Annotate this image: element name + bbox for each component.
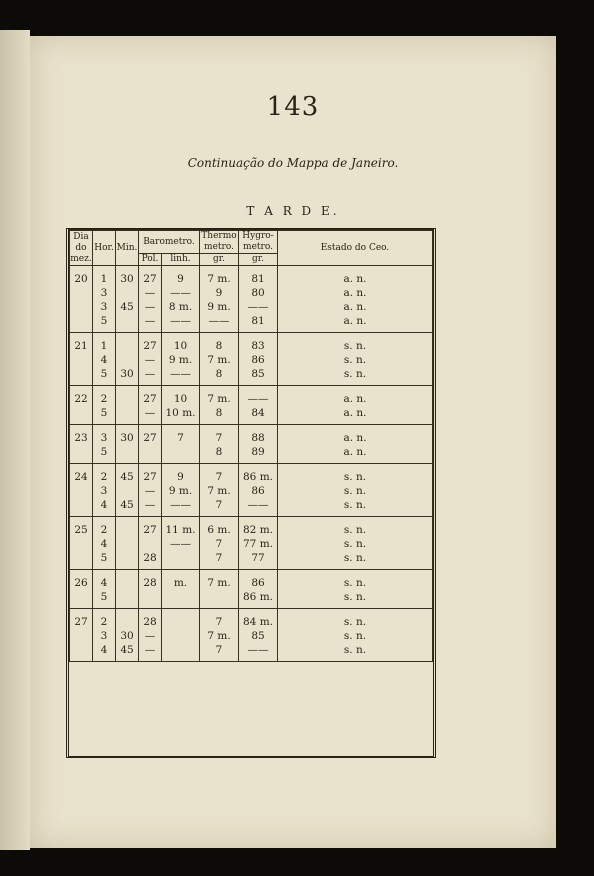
hygro-value: 83 [251,340,265,352]
cell-estado [278,333,433,386]
estado-value: s. n. [343,354,367,366]
linh-value [162,551,199,565]
cell-dia [70,517,93,570]
col-min: Min. [116,231,139,266]
book-page [30,36,556,848]
therm-value: 7 [215,538,223,550]
cell-linh [162,333,200,386]
pol-value: — [144,485,156,497]
hor-value: 4 [100,577,108,589]
cell-therm [200,266,239,333]
hygro-value: 80 [251,287,265,299]
pol-value [139,445,161,459]
min-value: 30 [120,273,134,285]
estado-value: a. n. [343,432,367,444]
pol-value [139,537,161,551]
pol-value: — [144,499,156,511]
linh-value [162,643,199,657]
hor-value: 5 [100,446,108,458]
table-row [70,517,433,570]
therm-value: 7 [215,552,223,564]
hor-value: 3 [100,630,108,642]
cell-estado [278,266,433,333]
col-hygrometro: Hygro-metro. [239,231,278,254]
cell-min [116,464,139,517]
book-spine [0,30,30,850]
cell-linh [162,517,200,570]
estado-value: s. n. [343,499,367,511]
day-value: 21 [74,340,88,352]
therm-value: 8 [215,340,223,352]
linh-value [162,615,199,629]
pol-value: — [144,287,156,299]
weather-table-frame [66,228,436,758]
estado-value: s. n. [343,524,367,536]
cell-hygro [239,609,278,662]
pol-value: — [144,301,156,313]
cell-min [116,517,139,570]
pol-value [139,590,161,604]
hygro-value: 85 [251,630,265,642]
estado-value: a. n. [343,315,367,327]
cell-hygro [239,386,278,425]
min-value: 30 [120,368,134,380]
cell-therm [200,333,239,386]
col-barometro: Barometro. [139,231,200,254]
therm-value: 9 m. [207,301,231,313]
table-row [70,425,433,464]
cell-hygro [239,517,278,570]
estado-value: s. n. [343,340,367,352]
table-row [70,333,433,386]
hor-value: 3 [100,485,108,497]
linh-value: 8 m. [168,301,193,313]
cell-min [116,570,139,609]
cell-linh [162,266,200,333]
cell-hor [93,266,116,333]
cell-hygro [239,333,278,386]
table-body [70,266,433,662]
linh-value: 9 [177,273,184,285]
linh-value: —— [170,499,191,511]
hygro-value: 82 m. [243,524,273,536]
linh-value [162,629,199,643]
col-thermo-gr: gr. [200,254,239,266]
min-value: 30 [120,630,134,642]
hygro-value: 86 [251,485,265,497]
linh-value: 9 m. [168,485,193,497]
pol-value: 27 [143,432,157,444]
cell-dia [70,266,93,333]
pol-value: — [144,644,156,656]
estado-value: s. n. [343,591,367,603]
estado-value: a. n. [343,287,367,299]
min-value: 30 [120,432,134,444]
min-value [116,392,138,406]
therm-value: 7 [215,499,223,511]
therm-value: 6 m. [207,524,231,536]
estado-value: a. n. [343,407,367,419]
linh-value: —— [170,368,191,380]
linh-value: 10 m. [165,407,196,419]
cell-therm [200,517,239,570]
min-value [116,576,138,590]
hygro-value: 84 m. [243,616,273,628]
min-value: 45 [120,644,134,656]
linh-value: 11 m. [165,524,196,536]
min-value: 45 [120,301,134,313]
cell-dia [70,570,93,609]
hygro-value: 88 [251,432,265,444]
linh-value: 10 [173,393,188,405]
hygro-value: 86 [251,354,265,366]
table-row [70,266,433,333]
estado-value: a. n. [343,393,367,405]
cell-estado [278,386,433,425]
cell-pol [139,425,162,464]
hygro-value: 77 m. [243,538,273,550]
estado-value: a. n. [343,273,367,285]
cell-min [116,425,139,464]
hor-value: 4 [100,644,108,656]
hor-value: 2 [100,393,108,405]
therm-value: 8 [215,407,223,419]
section-heading: T A R D E. [246,204,340,218]
min-value [116,484,138,498]
therm-value: 7 m. [207,354,231,366]
pol-value: — [144,368,156,380]
linh-value: 9 [177,471,184,483]
hygro-value: —— [247,499,269,511]
cell-linh [162,464,200,517]
hygro-value: —— [247,393,269,405]
linh-value: 7 [177,432,184,444]
hor-value: 5 [100,591,108,603]
pol-value: 28 [143,552,157,564]
table-row [70,464,433,517]
cell-pol [139,609,162,662]
cell-hor [93,609,116,662]
linh-value: —— [170,287,191,299]
cell-estado [278,517,433,570]
pol-value: 27 [143,273,157,285]
hor-value: 4 [100,538,108,550]
cell-min [116,386,139,425]
hor-value: 4 [100,499,108,511]
cell-min [116,333,139,386]
estado-value: s. n. [343,552,367,564]
hygro-value: 86 m. [243,591,273,603]
therm-value: 8 [215,446,223,458]
col-linh: linh. [162,254,200,266]
pol-value: 27 [143,340,157,352]
estado-value: a. n. [343,446,367,458]
day-value: 24 [74,471,88,483]
therm-value: 7 [215,471,223,483]
cell-therm [200,464,239,517]
cell-estado [278,425,433,464]
cell-hygro [239,464,278,517]
therm-value [200,590,238,604]
pol-value: 28 [143,616,157,628]
cell-dia [70,609,93,662]
hor-value: 3 [100,287,108,299]
pol-value: — [144,354,156,366]
min-value [116,590,138,604]
hygro-value: 81 [251,273,265,285]
cell-hygro [239,266,278,333]
min-value: 45 [120,499,134,511]
cell-therm [200,609,239,662]
min-value [116,551,138,565]
cell-linh [162,425,200,464]
pol-value: 27 [143,393,157,405]
min-value [116,286,138,300]
cell-hor [93,333,116,386]
hor-value: 4 [100,354,108,366]
cell-pol [139,517,162,570]
hygro-value: 81 [251,315,265,327]
estado-value: s. n. [343,471,367,483]
hygro-value: 77 [251,552,265,564]
hor-value: 2 [100,471,108,483]
table-row [70,386,433,425]
linh-value: —— [170,538,191,550]
day-value: 25 [74,524,88,536]
hygro-value: 85 [251,368,265,380]
cell-therm [200,425,239,464]
linh-value [162,590,199,604]
pol-value: 28 [143,577,157,589]
estado-value: s. n. [343,630,367,642]
cell-therm [200,570,239,609]
therm-value: 7 m. [207,577,231,589]
col-thermometro: Thermo metro. [201,231,237,252]
cell-hor [93,425,116,464]
cell-min [116,609,139,662]
min-value [116,445,138,459]
hor-value: 1 [100,273,108,285]
cell-dia [70,464,93,517]
cell-hor [93,464,116,517]
min-value [116,314,138,328]
pol-value: — [144,407,156,419]
linh-value [162,445,199,459]
hor-value: 5 [100,552,108,564]
day-value: 20 [74,273,88,285]
min-value [116,523,138,537]
hygro-value: 86 m. [243,471,273,483]
cell-linh [162,609,200,662]
hor-value: 2 [100,616,108,628]
therm-value: 7 m. [207,393,231,405]
cell-linh [162,386,200,425]
min-value [116,615,138,629]
therm-value: 7 m. [207,273,231,285]
cell-dia [70,425,93,464]
cell-therm [200,386,239,425]
min-value [116,339,138,353]
estado-value: s. n. [343,644,367,656]
estado-value: s. n. [343,577,367,589]
linh-value: 9 m. [168,354,193,366]
day-value: 26 [74,577,88,589]
cell-hor [93,386,116,425]
cell-hor [93,517,116,570]
cell-hygro [239,570,278,609]
cell-min [116,266,139,333]
col-dia: Dia do mez. [70,231,92,264]
estado-value: s. n. [343,616,367,628]
linh-value: m. [173,577,188,589]
col-estado: Estado do Ceo. [278,231,433,266]
therm-value: —— [208,315,230,327]
cell-dia [70,386,93,425]
therm-value: 7 [215,644,223,656]
col-hygro-gr: gr. [239,254,278,266]
hygro-value: —— [247,301,269,313]
day-value: 22 [74,393,88,405]
cell-hygro [239,425,278,464]
therm-value: 7 m. [207,485,231,497]
linh-value: 10 [173,340,188,352]
hor-value: 5 [100,315,108,327]
day-value: 27 [74,616,88,628]
hygro-value: 84 [251,407,265,419]
hor-value: 1 [100,340,108,352]
min-value [116,353,138,367]
pol-value: 27 [143,471,157,483]
therm-value: 7 [215,432,223,444]
estado-value: a. n. [343,301,367,313]
hor-value: 5 [100,407,108,419]
hygro-value: —— [247,644,269,656]
cell-estado [278,464,433,517]
weather-table [69,230,433,662]
therm-value: 9 [215,287,223,299]
col-pol: Pol. [139,254,162,266]
cell-hor [93,570,116,609]
therm-value: 7 m. [207,630,231,642]
hor-value: 5 [100,368,108,380]
hor-value: 2 [100,524,108,536]
linh-value: —— [170,315,191,327]
hygro-value: 89 [251,446,265,458]
page-title: Continuação do Mappa de Janeiro. [187,156,399,170]
cell-pol [139,570,162,609]
day-value: 23 [74,432,88,444]
estado-value: s. n. [343,485,367,497]
cell-estado [278,609,433,662]
page-number: 143 [266,92,320,122]
therm-value: 8 [215,368,223,380]
pol-value: 27 [143,524,157,536]
pol-value: — [144,315,156,327]
estado-value: s. n. [343,538,367,550]
min-value [116,406,138,420]
therm-value: 7 [215,616,223,628]
estado-value: s. n. [343,368,367,380]
min-value: 45 [120,471,134,483]
cell-pol [139,464,162,517]
hor-value: 3 [100,301,108,313]
min-value [116,537,138,551]
table-row [70,570,433,609]
cell-linh [162,570,200,609]
hygro-value: 86 [251,577,265,589]
cell-pol [139,333,162,386]
table-row [70,609,433,662]
cell-dia [70,333,93,386]
cell-estado [278,570,433,609]
pol-value: — [144,630,156,642]
col-hor: Hor. [93,231,116,266]
cell-pol [139,386,162,425]
cell-pol [139,266,162,333]
hor-value: 3 [100,432,108,444]
